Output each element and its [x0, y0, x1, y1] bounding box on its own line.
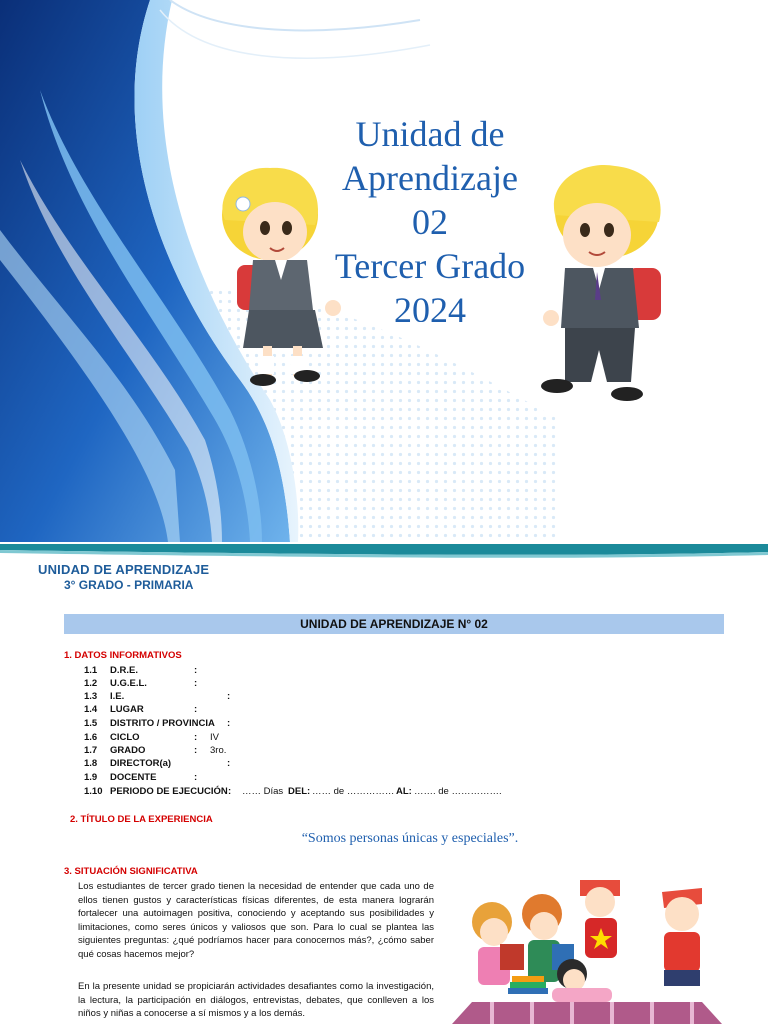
- boy-illustration: [535, 160, 675, 410]
- row-colon: :: [194, 732, 198, 743]
- section-3-title: 3. SITUACIÓN SIGNIFICATIVA: [64, 866, 198, 877]
- row-colon: :: [194, 772, 198, 783]
- girl-illustration: [215, 160, 355, 395]
- row-label: DISTRITO / PROVINCIA: [110, 718, 215, 729]
- document-header-grade: 3° GRADO - PRIMARIA: [64, 578, 194, 592]
- row-label: GRADO: [110, 745, 146, 756]
- section-2-title: 2. TÍTULO DE LA EXPERIENCIA: [70, 814, 213, 825]
- row-number: 1.3: [84, 691, 98, 702]
- unit-title-bar: UNIDAD DE APRENDIZAJE N° 02: [64, 614, 724, 634]
- row-label: DOCENTE: [110, 772, 157, 783]
- row-label: LUGAR: [110, 704, 144, 715]
- period-days: …… Días: [242, 786, 284, 797]
- row-label: D.R.E.: [110, 665, 138, 676]
- teal-header-band: [0, 542, 768, 562]
- row-number: 1.9: [84, 772, 98, 783]
- unit-document-page: [0, 542, 768, 1024]
- cover-title-line-4: Tercer Grado: [334, 246, 526, 286]
- ciclo-value: IV: [210, 732, 219, 743]
- situation-paragraph-1: Los estudiantes de tercer grado tienen la necesidad de entender que cada uno de ellos tienen gustos y características físicas diferentes, de esta manera lograrán fortalecer una autoimagen positiva, conociendo y aceptando sus posibilidades y limitaciones, como seres únicos y valiosos que son. Para lo cual se plantea las siguientes preguntas: ¿qué podríamos hacer para conocernos más?, ¿cómo saber qué cosas hacemos mejor?: [78, 881, 434, 960]
- document-header-title: UNIDAD DE APRENDIZAJE: [38, 562, 210, 577]
- row-colon: :: [194, 665, 198, 676]
- row-colon: :: [227, 718, 231, 729]
- row-number: 1.10: [84, 786, 103, 797]
- experience-title: “Somos personas únicas y especiales”.: [301, 831, 519, 846]
- row-colon: :: [194, 678, 198, 689]
- section-1-title: 1. DATOS INFORMATIVOS: [64, 650, 182, 661]
- row-label: PERIODO DE EJECUCIÓN: [110, 786, 228, 797]
- cover-title-line-5: 2024: [394, 290, 466, 322]
- row-number: 1.6: [84, 732, 98, 743]
- cover-title-line-2: Aprendizaje: [342, 158, 518, 198]
- row-colon: :: [227, 758, 231, 769]
- period-al-value: ……. de …………….: [414, 786, 502, 797]
- period-del-value: …… de ……………: [312, 786, 395, 797]
- row-number: 1.2: [84, 678, 98, 689]
- row-number: 1.7: [84, 745, 98, 756]
- cover-title-line-1: Unidad de: [355, 114, 505, 154]
- grado-value: 3ro.: [210, 745, 227, 756]
- row-label: DIRECTOR(a): [110, 758, 172, 769]
- row-number: 1.1: [84, 665, 98, 676]
- row-label: U.G.E.L.: [110, 678, 147, 689]
- row-number: 1.5: [84, 718, 98, 729]
- children-reading-illustration: [452, 852, 728, 1024]
- row-colon: :: [194, 704, 198, 715]
- period-del-label: DEL:: [288, 786, 311, 797]
- period-al-label: AL:: [396, 786, 412, 797]
- row-label: I.E.: [110, 691, 125, 702]
- row-colon: :: [228, 786, 232, 797]
- cover-title-line-3: 02: [412, 202, 448, 242]
- situation-paragraph-2: En la presente unidad se propiciarán actividades desafiantes como la investigación, la lectura, la participación en diálogos, entrevistas, debates, que conlleven a los niños y niñas a conocerse a sí mismos y a los demás.: [78, 981, 434, 1019]
- row-number: 1.4: [84, 704, 98, 715]
- row-label: CICLO: [110, 732, 140, 743]
- row-colon: :: [227, 691, 231, 702]
- row-number: 1.8: [84, 758, 98, 769]
- row-colon: :: [194, 745, 198, 756]
